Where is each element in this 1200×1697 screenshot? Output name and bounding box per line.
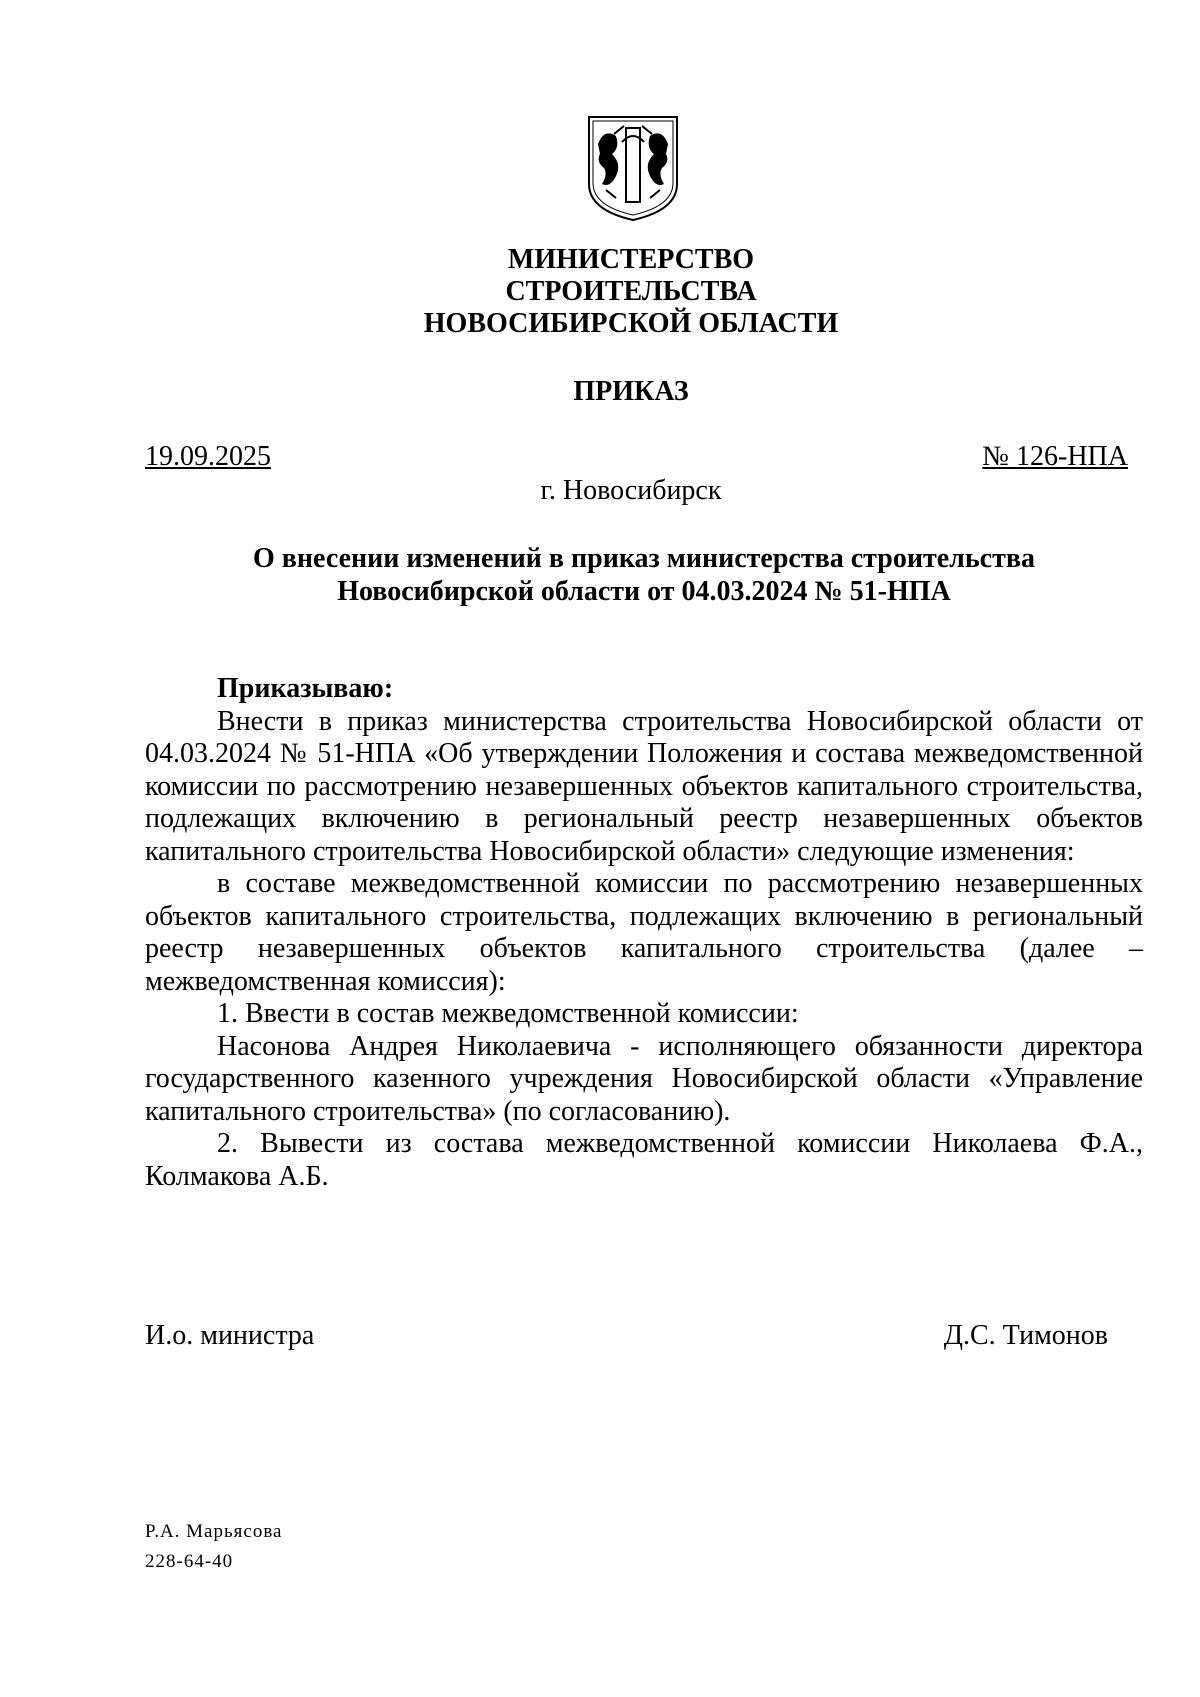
document-subject <box>145 542 1143 608</box>
contact-name: Р.А. Марьясова <box>145 1521 283 1542</box>
contact-block <box>145 1517 282 1577</box>
contact-phone: 228-64-40 <box>145 1551 234 1572</box>
body-heading: Приказываю: <box>217 673 394 704</box>
coat-of-arms-icon <box>586 114 680 224</box>
document-number: № 126-НПА <box>982 441 1128 472</box>
document-city: г. Новосибирск <box>540 475 722 506</box>
ministry-line: СТРОИТЕЛЬСТВА <box>505 276 757 307</box>
subject-line: Новосибирской области от 04.03.2024 № 51-НПА <box>337 576 951 607</box>
document-date: 19.09.2025 <box>145 441 271 472</box>
subject-line: О внесении изменений в приказ министерства строительства <box>253 543 1035 574</box>
body-paragraph: Внести в приказ министерства строительства Новосибирской области от 04.03.2024 № 51-НПА «Об утверждении Положения и состава межведомственной комиссии по рассмотрению незавершенных объектов капитального строительства, подлежащих включению в региональный реестр незавершенных объектов капитального строительства Новосибирской области» следующие изменения: <box>145 705 1143 867</box>
ministry-line: НОВОСИБИРСКОЙ ОБЛАСТИ <box>423 308 839 339</box>
body-paragraph: 2. Вывести из состава межведомственной комиссии Николаева Ф.А., Колмакова А.Б. <box>145 1128 1143 1192</box>
document-type: ПРИКАЗ <box>573 376 689 407</box>
ministry-line: МИНИСТЕРСТВО <box>507 244 755 275</box>
signatory-title: И.о. министра <box>145 1320 315 1351</box>
signatory-name: Д.С. Тимонов <box>943 1320 1108 1351</box>
body-paragraph: 1. Ввести в состав межведомственной комиссии: <box>217 998 799 1029</box>
ministry-name <box>0 244 1200 340</box>
body-paragraph: в составе межведомственной комиссии по рассмотрению незавершенных объектов капитального строительства, подлежащих включению в региональный реестр незавершенных объектов капитального строительства (далее – межведомственная комиссия): <box>145 868 1143 997</box>
document-body <box>145 673 1143 1193</box>
body-paragraph: Насонова Андрея Николаевича - исполняющего обязанности директора государственного казенного учреждения Новосибирской области «Управление капитального строительства» (по согласованию). <box>145 1030 1143 1127</box>
